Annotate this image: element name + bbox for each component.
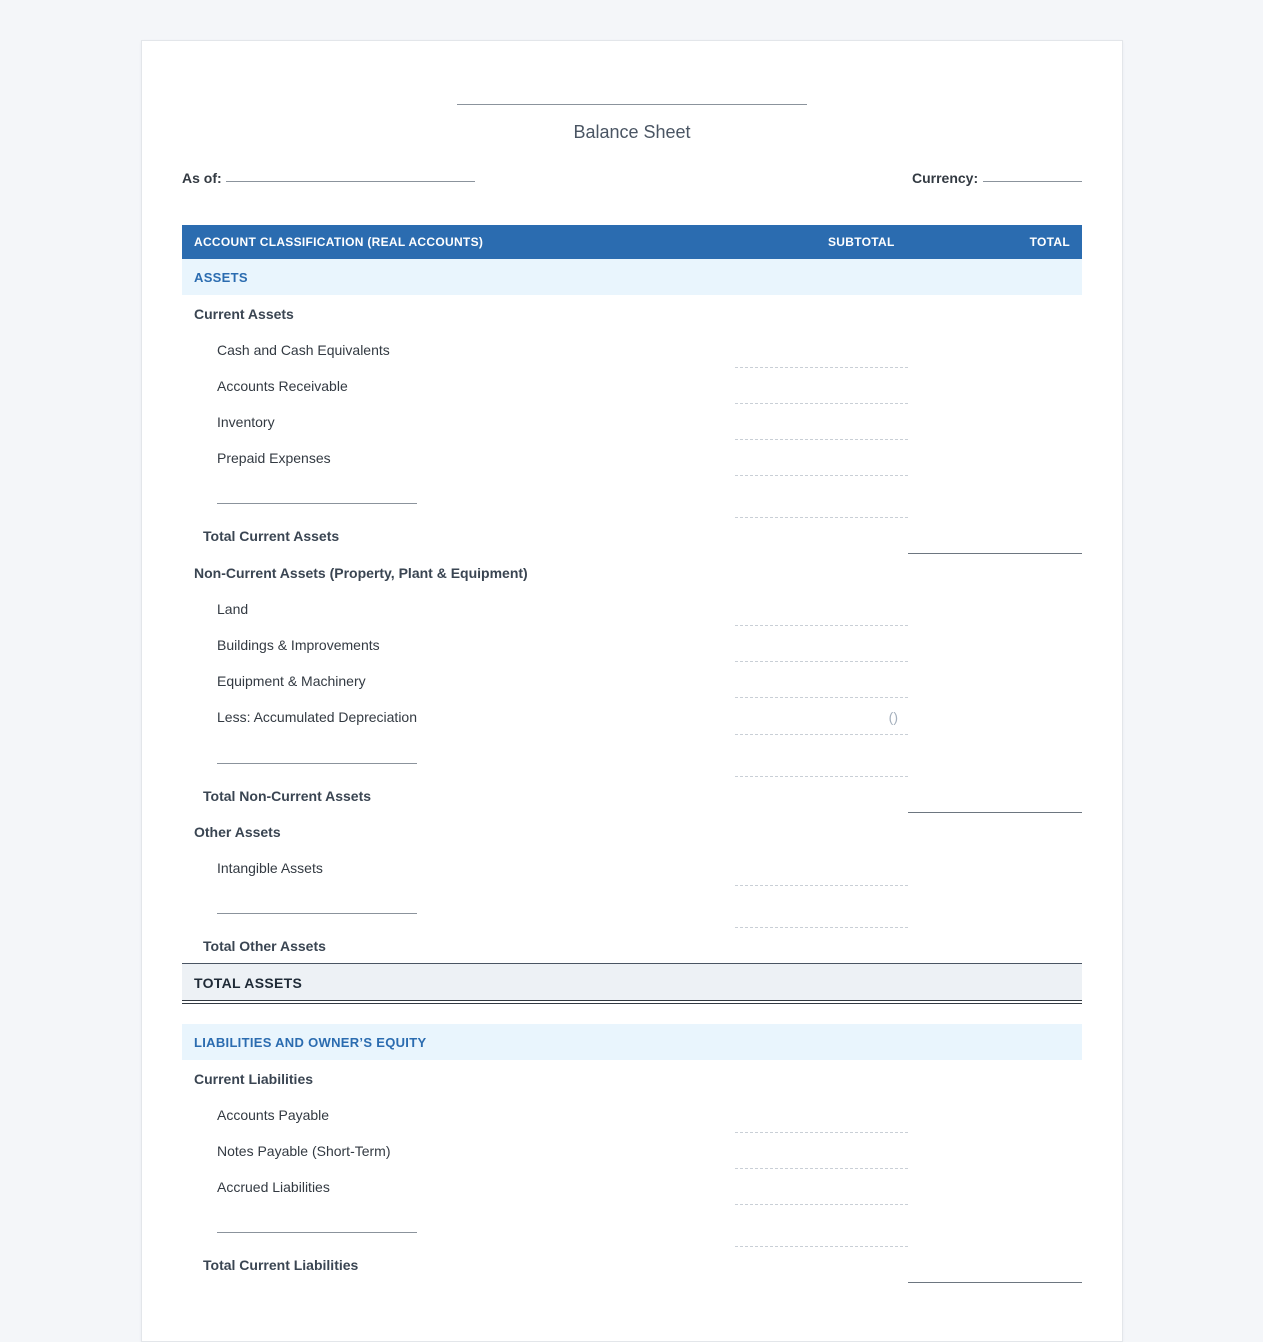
double-underline-bottom <box>182 1003 1082 1004</box>
assets-section-band <box>182 259 1082 295</box>
subtotal-field-custom-liability[interactable] <box>735 1246 908 1247</box>
column-total: TOTAL <box>1029 235 1070 249</box>
line-item-land: Land <box>217 601 249 617</box>
subtotal-field-custom-non-current-asset[interactable] <box>735 776 908 777</box>
currency-label: Currency: <box>912 170 979 186</box>
depreciation-value: () <box>888 709 898 725</box>
subtotal-field-notes-payable[interactable] <box>735 1168 908 1169</box>
subtotal-field-land[interactable] <box>735 625 908 626</box>
line-item-equipment: Equipment & Machinery <box>217 673 366 689</box>
total-field-current-liabilities[interactable] <box>908 1282 1082 1283</box>
subtotal-field-inventory[interactable] <box>735 439 908 440</box>
column-subtotal: SUBTOTAL <box>828 235 895 249</box>
subtotal-field-custom-other-asset[interactable] <box>735 927 908 928</box>
line-item-inventory: Inventory <box>217 414 275 430</box>
subtotal-field-equipment[interactable] <box>735 697 908 698</box>
total-assets-label: TOTAL ASSETS <box>194 975 303 991</box>
custom-line-item-field[interactable] <box>217 1232 417 1233</box>
line-item-accumulated-depreciation: Less: Accumulated Depreciation <box>217 709 417 725</box>
subtotal-field-accounts-payable[interactable] <box>735 1132 908 1133</box>
total-non-current-assets-label: Total Non-Current Assets <box>203 788 372 804</box>
table-header <box>182 225 1082 259</box>
total-other-assets-label: Total Other Assets <box>203 938 326 954</box>
total-field-non-current-assets[interactable] <box>908 812 1082 813</box>
custom-line-item-field[interactable] <box>217 913 417 914</box>
subtotal-field-accrued-liabilities[interactable] <box>735 1204 908 1205</box>
subtotal-field-custom-current-asset[interactable] <box>735 517 908 518</box>
total-assets-row <box>182 963 1082 1000</box>
as-of-field[interactable] <box>226 181 475 182</box>
as-of-label: As of: <box>182 170 222 186</box>
non-current-assets-heading: Non-Current Assets (Property, Plant & Equipment) <box>194 565 528 581</box>
other-assets-heading: Other Assets <box>194 824 281 840</box>
line-item-accrued-liabilities: Accrued Liabilities <box>217 1179 330 1195</box>
current-liabilities-heading: Current Liabilities <box>194 1071 314 1087</box>
subtotal-field-accounts-receivable[interactable] <box>735 403 908 404</box>
liabilities-section-title: LIABILITIES AND OWNER’S EQUITY <box>194 1035 427 1050</box>
assets-section-title: ASSETS <box>194 270 248 285</box>
custom-line-item-field[interactable] <box>217 763 417 764</box>
current-assets-heading: Current Assets <box>194 306 294 322</box>
subtotal-field-accumulated-depreciation[interactable] <box>735 734 908 735</box>
subtotal-field-buildings[interactable] <box>735 661 908 662</box>
line-item-prepaid-expenses: Prepaid Expenses <box>217 450 331 466</box>
line-item-intangible-assets: Intangible Assets <box>217 860 323 876</box>
page-title: Balance Sheet <box>573 122 691 142</box>
subtotal-field-intangible-assets[interactable] <box>735 885 908 886</box>
total-current-assets-label: Total Current Assets <box>203 528 340 544</box>
line-item-cash: Cash and Cash Equivalents <box>217 342 390 358</box>
custom-line-item-field[interactable] <box>217 503 417 504</box>
currency-field[interactable] <box>983 181 1082 182</box>
line-item-buildings: Buildings & Improvements <box>217 637 380 653</box>
column-account-classification: ACCOUNT CLASSIFICATION (REAL ACCOUNTS) <box>194 235 484 249</box>
double-underline-top <box>182 1000 1082 1001</box>
company-name-field[interactable] <box>457 104 807 105</box>
subtotal-field-prepaid-expenses[interactable] <box>735 475 908 476</box>
total-current-liabilities-label: Total Current Liabilities <box>203 1257 359 1273</box>
line-item-notes-payable: Notes Payable (Short-Term) <box>217 1143 391 1159</box>
liabilities-section-band <box>182 1024 1082 1060</box>
total-field-current-assets[interactable] <box>908 553 1082 554</box>
subtotal-field-cash[interactable] <box>735 367 908 368</box>
line-item-accounts-payable: Accounts Payable <box>217 1107 330 1123</box>
line-item-accounts-receivable: Accounts Receivable <box>217 378 348 394</box>
balance-sheet-page <box>141 40 1123 1342</box>
